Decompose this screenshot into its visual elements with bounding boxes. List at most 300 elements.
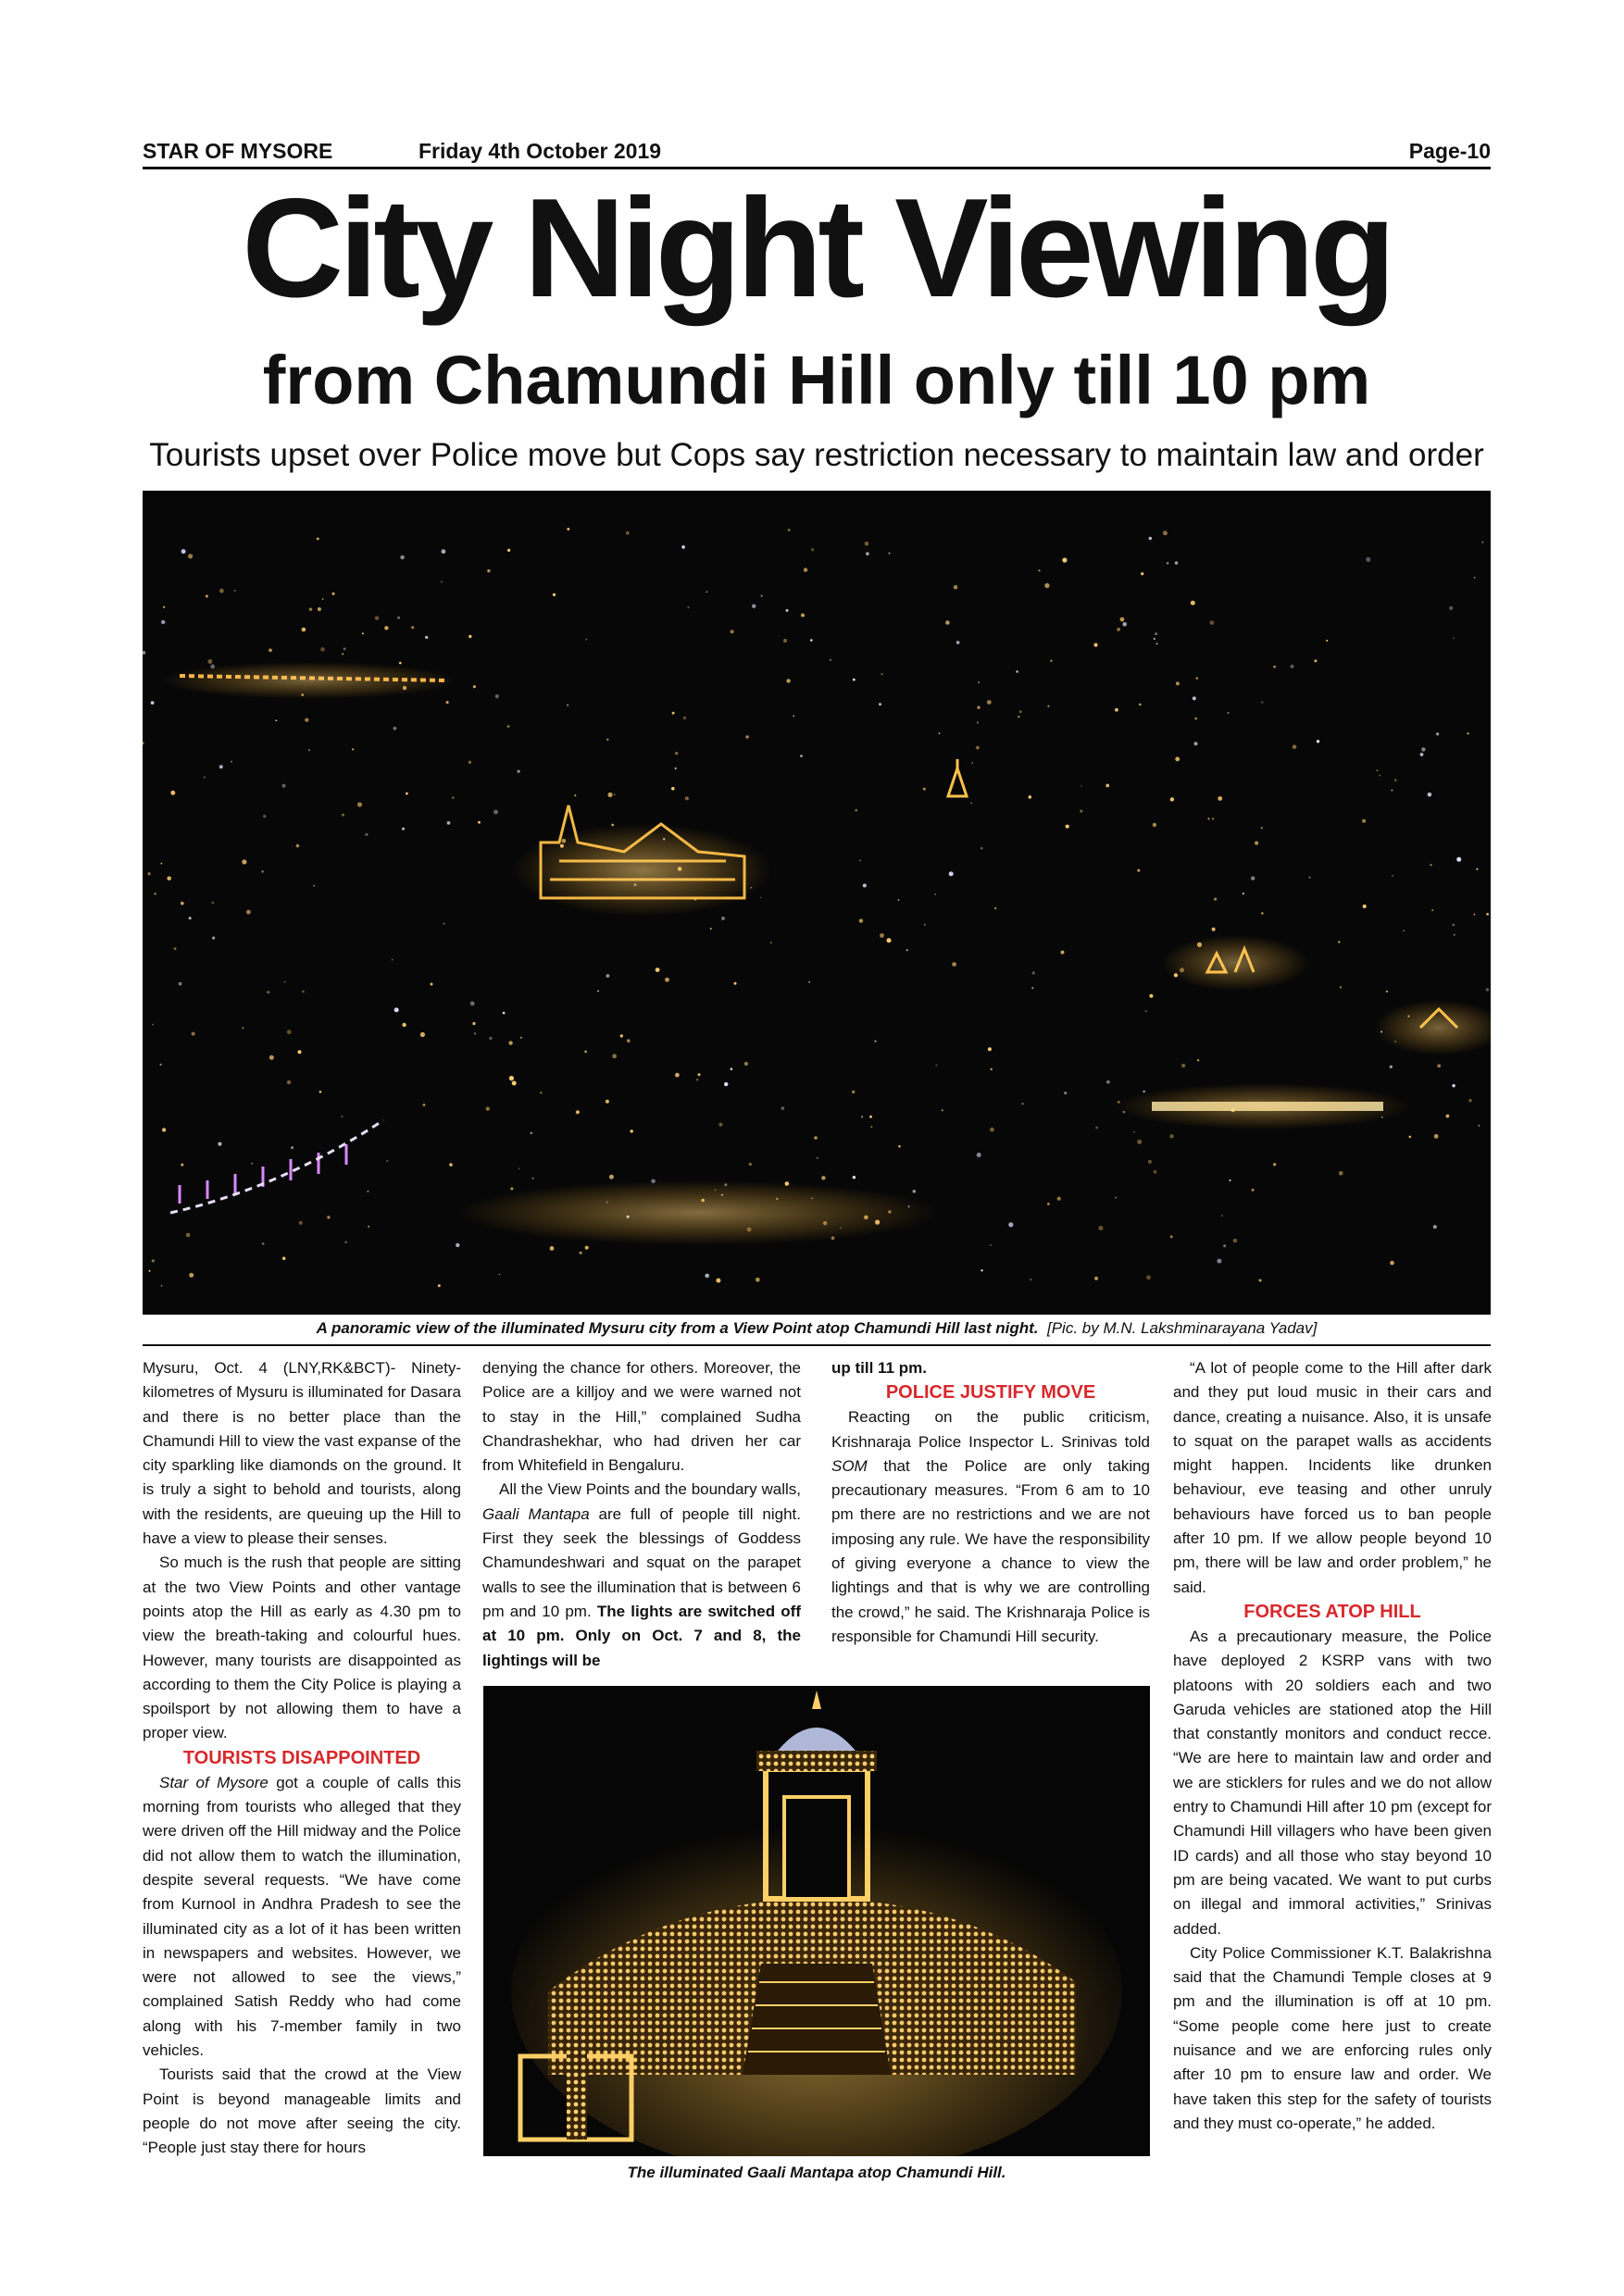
- city-light: [710, 928, 712, 930]
- city-light: [1196, 677, 1198, 679]
- city-light: [1143, 1091, 1144, 1092]
- paragraph: [831, 1356, 1150, 1380]
- city-light: [954, 585, 958, 590]
- paragraph: Tourists said that the crowd at the View Point is beyond manageable limits and people do not move after seeing the city. “People just stay there for hours: [143, 2065, 461, 2157]
- city-light: [1326, 640, 1328, 642]
- city-light: [518, 1167, 520, 1169]
- city-light: [1093, 643, 1097, 647]
- subhead-police-justify-move: POLICE JUSTIFY MOVE: [885, 1382, 1096, 1404]
- city-light: [585, 1246, 589, 1250]
- city-light: [508, 1041, 512, 1044]
- city-light: [687, 606, 689, 608]
- publication-reference: Star of Mysore: [159, 1773, 269, 1791]
- city-light: [189, 917, 192, 919]
- city-light: [744, 1062, 748, 1066]
- city-light: [800, 755, 803, 757]
- city-light: [1449, 606, 1453, 610]
- city-light: [853, 679, 856, 681]
- city-light: [302, 628, 306, 632]
- paragraph: As a precautionary measure, the Police have deployed 2 KSRP vans with two platoons with 20 soldiers each and two Garuda vehicles are stationed atop the Hill that constantly monitors and conduct recce. “We are here to maintain law and order and we are sticklers for rules and we do not allow entry to Chamundi Hill after 10 pm (except for Chamundi Hill villagers who have been given ID cards) and all those who stay beyond 10 pm are being vacated. We want to put curbs on illegal and immoral activities,” Srinivas added.: [1173, 1627, 1492, 1938]
- city-light: [1212, 817, 1215, 820]
- city-light: [1137, 869, 1140, 872]
- city-light: [400, 555, 405, 560]
- city-light: [923, 788, 926, 791]
- city-light: [1047, 705, 1049, 707]
- city-light: [1390, 1066, 1393, 1068]
- city-light: [332, 593, 335, 595]
- city-light: [149, 1270, 151, 1272]
- city-light: [1031, 987, 1033, 989]
- subhead-forces-atop-hill: FORCES ATOP HILL: [1243, 1601, 1421, 1622]
- city-light: [297, 1050, 301, 1054]
- photo-credit: [Pic. by M.N. Lakshminarayana Yadav]: [1047, 1319, 1318, 1337]
- city-light: [320, 647, 325, 652]
- city-light: [1062, 557, 1067, 562]
- city-light: [181, 902, 184, 905]
- city-light: [234, 590, 236, 592]
- city-light: [981, 847, 983, 850]
- city-light: [1038, 569, 1040, 571]
- city-light: [934, 893, 936, 895]
- city-light: [447, 821, 451, 825]
- panorama-caption: [143, 1318, 1491, 1339]
- city-light: [155, 892, 156, 894]
- city-light: [788, 529, 791, 531]
- city-light: [606, 1100, 609, 1104]
- city-light: [1230, 1179, 1231, 1181]
- city-light: [1309, 877, 1311, 879]
- city-light: [607, 792, 612, 797]
- headline-deck: Tourists upset over Police move but Cops say restriction necessary to maintain law and order: [149, 437, 1484, 473]
- city-light: [1486, 913, 1489, 916]
- city-light: [1217, 1259, 1221, 1264]
- city-light: [487, 569, 490, 572]
- city-light: [656, 967, 660, 972]
- city-light: [1122, 622, 1127, 627]
- city-light: [672, 712, 675, 715]
- city-light: [399, 662, 402, 665]
- city-light: [830, 659, 831, 661]
- city-light: [801, 614, 805, 618]
- city-light: [580, 1252, 582, 1254]
- city-light: [1468, 732, 1469, 734]
- city-light: [1453, 638, 1455, 640]
- city-light: [1148, 1160, 1152, 1164]
- city-light: [296, 844, 300, 848]
- gaali-mantapa-photo: [483, 1686, 1150, 2156]
- city-light: [721, 917, 725, 920]
- city-light: [879, 703, 881, 705]
- place-name: Gaali Mantapa: [482, 1504, 590, 1523]
- city-light: [1409, 1136, 1412, 1139]
- city-light: [384, 626, 388, 630]
- city-light: [1169, 1134, 1173, 1138]
- city-light: [1436, 732, 1439, 735]
- city-light: [620, 1034, 623, 1037]
- city-light: [1273, 1163, 1276, 1166]
- city-light: [269, 649, 272, 653]
- city-light: [510, 1188, 513, 1191]
- city-light: [495, 694, 499, 698]
- city-light: [299, 1221, 303, 1225]
- city-light: [449, 1163, 453, 1167]
- city-light: [1066, 825, 1069, 829]
- city-light: [1252, 1189, 1255, 1192]
- city-light: [394, 727, 397, 730]
- panorama-illustration: [143, 491, 1491, 1315]
- city-light: [870, 1126, 872, 1128]
- city-light: [152, 1024, 154, 1026]
- city-light: [990, 1128, 994, 1132]
- city-light: [863, 884, 867, 888]
- city-light: [365, 833, 368, 836]
- city-light: [1106, 1080, 1110, 1084]
- city-light: [162, 1128, 166, 1131]
- city-light: [1137, 1140, 1142, 1144]
- city-light: [318, 607, 321, 611]
- city-light: [814, 1136, 818, 1140]
- city-light: [612, 1054, 617, 1058]
- city-light: [939, 732, 941, 734]
- city-light: [817, 1157, 818, 1159]
- city-light: [160, 863, 162, 865]
- city-light: [1255, 842, 1258, 845]
- city-light: [956, 641, 960, 644]
- paragraph: [143, 1771, 461, 2064]
- city-light: [614, 794, 616, 796]
- city-light: [1430, 864, 1431, 866]
- city-light: [275, 719, 277, 721]
- city-light: [1050, 660, 1053, 663]
- city-light: [1394, 779, 1397, 781]
- caption-divider: [143, 1344, 1491, 1346]
- city-light: [1214, 898, 1217, 901]
- city-light: [865, 542, 869, 546]
- city-light: [438, 1284, 441, 1287]
- city-light: [977, 1153, 981, 1157]
- city-light: [1474, 577, 1476, 579]
- city-light: [731, 1067, 733, 1070]
- city-light: [1223, 1244, 1226, 1247]
- city-light: [1433, 1225, 1437, 1229]
- city-light: [597, 991, 599, 992]
- city-light: [981, 1269, 982, 1271]
- city-light: [174, 947, 177, 950]
- city-light: [1145, 1010, 1147, 1012]
- city-light: [189, 1273, 194, 1278]
- city-light: [859, 859, 861, 861]
- city-light: [1149, 537, 1152, 540]
- city-light: [584, 1051, 587, 1054]
- city-light: [1019, 710, 1022, 713]
- city-light: [821, 1176, 825, 1179]
- city-light: [1194, 742, 1198, 745]
- city-light: [685, 796, 689, 800]
- city-light: [282, 1257, 285, 1260]
- city-light: [291, 1146, 294, 1149]
- city-light: [1047, 1203, 1050, 1205]
- city-light: [1061, 951, 1065, 955]
- city-light: [760, 897, 762, 899]
- city-light: [1095, 1127, 1098, 1129]
- city-light: [179, 982, 182, 986]
- city-light: [976, 746, 980, 750]
- city-light: [681, 545, 685, 549]
- city-light: [1154, 638, 1156, 640]
- city-light: [1098, 1226, 1103, 1230]
- city-light: [302, 991, 305, 993]
- city-light: [971, 762, 973, 764]
- city-light: [441, 580, 443, 582]
- city-light: [1261, 912, 1263, 914]
- city-light: [731, 630, 734, 633]
- city-light: [518, 770, 520, 773]
- city-light: [219, 589, 224, 593]
- paragraph: Mysuru, Oct. 4 (LNY,RK&BCT)- Ninety-kilometres of Mysuru is illuminated for Dasara and there is no better place than the Chamundi Hill to view the vast expanse of the city sparkling like diamonds on the ground. It is truly a sight to behold and tourists, along with the residents, are queuing up the Hill to have a view to please their senses.: [143, 1359, 461, 1548]
- paragraph: “A lot of people come to the Hill after dark and they put loud music in their cars and dance, creating a nuisance. Also, it is unsafe to squat on the parapet walls as accidents might happen. Incidents like drunken behaviour, eve teasing and other unruly behaviours have forced us to ban people after 10 pm. If we allow people beyond 10 pm, there will be law and order problem,” he said.: [1173, 1359, 1492, 1596]
- city-light: [1362, 819, 1366, 823]
- city-light: [1431, 909, 1433, 911]
- city-light: [493, 810, 498, 815]
- city-light: [698, 1073, 701, 1076]
- publication-reference: SOM: [831, 1456, 868, 1475]
- city-light: [1446, 1115, 1450, 1118]
- city-light: [151, 701, 155, 705]
- city-light: [1170, 797, 1174, 801]
- city-light: [1376, 769, 1378, 771]
- city-light: [626, 531, 630, 535]
- city-light: [576, 1110, 580, 1114]
- paragraph-text: Reacting on the public criticism, Krishnaraja Police Inspector L. Srinivas told: [831, 1408, 1150, 1451]
- city-light: [246, 910, 251, 915]
- city-light: [342, 653, 344, 655]
- city-light: [1146, 1275, 1151, 1279]
- city-light: [161, 1285, 163, 1287]
- city-light: [284, 981, 286, 983]
- city-light: [808, 981, 810, 983]
- city-light: [1482, 542, 1484, 543]
- city-light: [1163, 530, 1168, 535]
- page-number: Page-10: [1408, 139, 1491, 163]
- bold-notice: The lights are switched off at 10 pm. Only on Oct. 7 and 8, the lightings will be: [482, 1602, 802, 1669]
- city-light: [507, 549, 510, 552]
- city-light: [167, 877, 171, 881]
- city-light: [1454, 934, 1455, 936]
- city-light: [855, 809, 857, 812]
- city-light: [1403, 930, 1405, 932]
- city-light: [945, 620, 950, 625]
- city-light: [446, 701, 449, 704]
- city-light: [357, 802, 362, 806]
- city-light: [1032, 971, 1035, 974]
- city-light: [1149, 994, 1153, 998]
- city-light: [512, 1081, 517, 1086]
- city-light: [1317, 740, 1319, 742]
- city-light: [671, 787, 675, 791]
- city-light: [478, 821, 481, 824]
- city-light: [1176, 681, 1180, 685]
- city-light: [1210, 620, 1215, 625]
- city-light: [752, 605, 756, 608]
- city-light: [212, 902, 215, 905]
- city-light: [1456, 857, 1461, 862]
- city-light: [402, 1023, 406, 1027]
- paragraph: City Police Commissioner K.T. Balakrishna said that the Chamundi Temple closes at 9 pm and the illumination is off at 10 pm. “Some people come here just to create nuisance and we are enforcing rules only after 10 pm to ensure law and order. We have taken this step for the safety of tourists and they must co-operate,” he added.: [1173, 1943, 1492, 2132]
- city-light: [1064, 1092, 1067, 1094]
- city-light: [585, 639, 587, 641]
- city-light: [977, 721, 979, 723]
- city-light: [1141, 572, 1143, 575]
- city-light: [706, 592, 708, 593]
- city-light: [431, 983, 433, 986]
- city-light: [342, 814, 344, 817]
- city-light: [531, 1132, 532, 1134]
- city-light: [406, 792, 408, 795]
- article-column-1: [143, 1356, 461, 2161]
- city-light: [152, 1259, 155, 1262]
- city-light: [1117, 628, 1120, 631]
- city-light: [1386, 991, 1388, 992]
- article-column-3: [831, 1356, 1150, 1649]
- city-light: [1156, 643, 1158, 644]
- city-light: [219, 765, 223, 768]
- city-light: [1243, 892, 1244, 894]
- city-light: [207, 659, 212, 664]
- city-light: [1106, 784, 1109, 788]
- city-light: [1421, 747, 1425, 751]
- city-light: [898, 1145, 901, 1148]
- city-light: [852, 1091, 855, 1093]
- city-light: [994, 907, 996, 909]
- city-light: [1081, 785, 1082, 787]
- paragraph: [482, 1478, 801, 1672]
- city-light: [1314, 659, 1317, 662]
- city-light: [770, 942, 772, 943]
- city-light: [507, 725, 510, 728]
- city-light: [251, 1163, 253, 1165]
- city-light: [532, 1178, 534, 1179]
- city-light: [1153, 823, 1156, 827]
- city-light: [287, 1029, 292, 1034]
- city-light: [1476, 868, 1478, 870]
- city-light: [1261, 701, 1263, 703]
- city-light: [322, 598, 324, 600]
- city-light: [386, 1160, 388, 1162]
- city-light: [352, 748, 354, 750]
- city-light: [218, 1142, 221, 1146]
- city-light: [1452, 1084, 1455, 1087]
- subhead-tourists-disappointed: TOURISTS DISAPPOINTED: [182, 1747, 421, 1768]
- city-light: [1218, 796, 1222, 801]
- city-light: [970, 803, 972, 805]
- city-light: [781, 1106, 784, 1109]
- city-light: [1228, 712, 1230, 714]
- city-light: [786, 679, 790, 682]
- city-light: [716, 1279, 720, 1283]
- city-light: [567, 705, 568, 706]
- city-light: [192, 1032, 195, 1036]
- city-light: [319, 1091, 322, 1093]
- city-light: [267, 991, 269, 993]
- paragraph: So much is the rush that people are sitting at the two View Points and other vantage points atop the Hill as early as 4.30 pm to view the breath-taking and colourful hues. However, many tourists are disappointed as according to them the City Police is playing a spoilsport by not allowing them to have a proper view.: [143, 1554, 461, 1742]
- city-light: [1139, 704, 1142, 706]
- city-light: [411, 626, 414, 629]
- city-night-panorama-photo: [143, 491, 1491, 1315]
- mantapa-caption: The illuminated Gaali Mantapa atop Chamundi Hill.: [627, 2164, 1006, 2181]
- city-light: [470, 1002, 475, 1006]
- city-light: [906, 949, 908, 951]
- city-light: [874, 1041, 876, 1042]
- city-light: [503, 1012, 506, 1015]
- city-light: [540, 1092, 543, 1094]
- city-light: [924, 924, 926, 926]
- city-light: [734, 982, 737, 985]
- city-light: [553, 593, 556, 596]
- city-light: [718, 1123, 722, 1127]
- city-light: [392, 959, 394, 961]
- city-light: [344, 648, 346, 651]
- city-light: [683, 717, 686, 719]
- city-light: [472, 1022, 475, 1025]
- city-light: [282, 784, 286, 788]
- city-light: [1453, 924, 1455, 927]
- city-light: [397, 617, 400, 619]
- city-light: [402, 828, 405, 830]
- city-light: [869, 1116, 872, 1118]
- city-light: [1207, 817, 1209, 819]
- city-light: [520, 1037, 522, 1039]
- city-light: [368, 1226, 369, 1228]
- city-light: [468, 635, 471, 638]
- city-light: [368, 1191, 369, 1192]
- city-light: [1428, 792, 1432, 797]
- city-light: [1191, 601, 1195, 605]
- city-light: [1420, 753, 1424, 756]
- city-light: [186, 1233, 191, 1238]
- city-light: [887, 938, 892, 942]
- headline-main: City Night Viewing: [242, 169, 1392, 327]
- city-light: [204, 777, 206, 779]
- city-light: [1133, 1131, 1135, 1133]
- city-light: [1181, 1064, 1185, 1067]
- city-light: [1259, 1279, 1262, 1282]
- city-light: [1474, 914, 1476, 916]
- publication-name: STAR OF MYSORE: [143, 139, 333, 163]
- city-light: [609, 1175, 614, 1179]
- city-light: [1379, 775, 1380, 777]
- city-light: [1197, 1059, 1199, 1061]
- city-light: [341, 1116, 343, 1117]
- city-light: [243, 1027, 244, 1029]
- city-light: [473, 685, 476, 688]
- city-light: [1193, 696, 1196, 700]
- city-light: [811, 548, 814, 551]
- city-light: [1468, 1099, 1471, 1102]
- city-light: [627, 1039, 631, 1042]
- city-light: [1261, 827, 1263, 829]
- city-light: [631, 1129, 633, 1132]
- city-light: [161, 620, 165, 624]
- city-light: [952, 962, 956, 967]
- city-light: [756, 1278, 760, 1282]
- city-light: [1175, 757, 1180, 762]
- city-light: [987, 700, 992, 705]
- city-light: [1339, 1171, 1343, 1176]
- city-light: [913, 1190, 917, 1193]
- city-light: [1212, 928, 1216, 931]
- city-light: [1486, 988, 1490, 992]
- city-light: [499, 1274, 501, 1276]
